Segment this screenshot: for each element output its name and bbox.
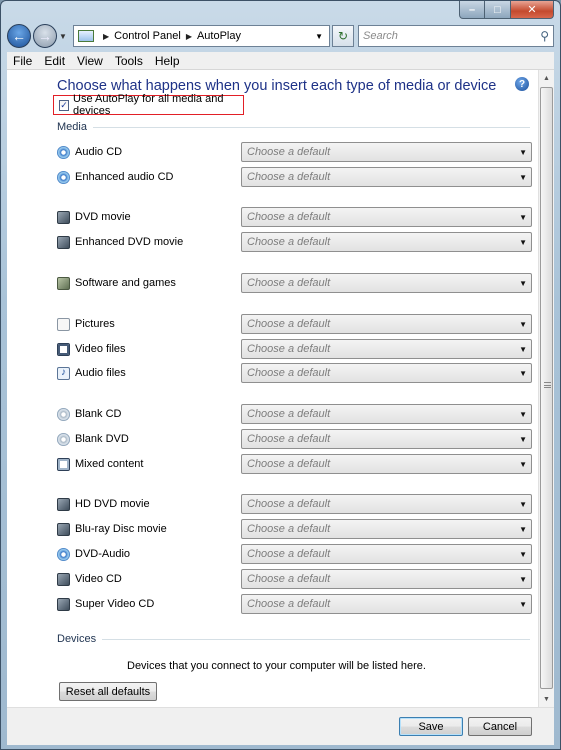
- dropdown-arrow-icon: ▼: [519, 599, 527, 609]
- select-value: Choose a default: [247, 343, 331, 355]
- media-row-software-games: [57, 273, 532, 293]
- media-label: Video CD: [75, 573, 122, 585]
- select-value: Choose a default: [247, 573, 331, 585]
- dropdown-arrow-icon: ▼: [519, 409, 527, 419]
- breadcrumb-autoplay[interactable]: AutoPlay: [196, 30, 241, 42]
- media-label: Video files: [75, 343, 126, 355]
- dvd-movie-icon: [57, 211, 70, 224]
- media-label: Super Video CD: [75, 598, 155, 610]
- audio-files-select[interactable]: [241, 363, 532, 383]
- media-label: Enhanced DVD movie: [75, 236, 184, 248]
- content-pane: [7, 70, 554, 707]
- dropdown-arrow-icon: ▼: [519, 549, 527, 559]
- dropdown-arrow-icon: ▼: [519, 574, 527, 584]
- video-files-select[interactable]: [241, 339, 532, 359]
- page-title: Choose what happens when you insert each type of media or device: [57, 78, 497, 94]
- breadcrumb-control-panel[interactable]: Control Panel: [114, 30, 181, 42]
- close-button[interactable]: ✕: [511, 1, 554, 19]
- dropdown-arrow-icon: ▼: [519, 147, 527, 157]
- blank-cd-icon: [57, 408, 70, 421]
- media-row-super-video-cd: [57, 594, 532, 614]
- media-label: Software and games: [75, 277, 176, 289]
- select-value: Choose a default: [247, 598, 331, 610]
- media-section-header: [57, 121, 530, 133]
- search-placeholder: Search: [363, 30, 398, 42]
- dropdown-arrow-icon: ▼: [519, 319, 527, 329]
- dropdown-arrow-icon: ▼: [519, 212, 527, 222]
- cancel-button[interactable]: Cancel: [468, 717, 532, 736]
- audio-cd-select[interactable]: [241, 142, 532, 162]
- audio-files-icon: ♪: [57, 367, 70, 380]
- video-cd-select[interactable]: [241, 569, 532, 589]
- devices-empty-message: Devices that you connect to your computer will be listed here.: [127, 660, 426, 672]
- super-video-cd-select[interactable]: [241, 594, 532, 614]
- breadcrumb-chevron-icon: ▶: [103, 31, 110, 41]
- dropdown-arrow-icon: ▼: [519, 278, 527, 288]
- back-arrow-icon: ←: [12, 28, 26, 44]
- media-row-blank-cd: [57, 404, 532, 424]
- scroll-up-icon[interactable]: ▲: [543, 74, 550, 82]
- forward-arrow-icon: →: [38, 28, 52, 44]
- select-value: Choose a default: [247, 277, 331, 289]
- enhanced-dvd-movie-select[interactable]: [241, 232, 532, 252]
- blank-dvd-icon: [57, 433, 70, 446]
- checkmark-icon[interactable]: ✓: [60, 99, 68, 110]
- media-row-blank-dvd: [57, 429, 532, 449]
- vertical-scrollbar[interactable]: [538, 70, 554, 707]
- hd-dvd-icon: [57, 498, 70, 511]
- select-value: Choose a default: [247, 548, 331, 560]
- address-row: [7, 23, 554, 49]
- media-row-enhanced-audio-cd: [57, 167, 532, 187]
- media-label: DVD-Audio: [75, 548, 131, 560]
- devices-section-header: [57, 633, 530, 645]
- dvd-movie-select[interactable]: [241, 207, 532, 227]
- address-bar[interactable]: [73, 25, 330, 47]
- mixed-content-icon: [57, 458, 70, 471]
- back-button[interactable]: [7, 24, 31, 48]
- video-files-icon: [57, 343, 70, 356]
- enhanced-audio-cd-select[interactable]: [241, 167, 532, 187]
- use-autoplay-label: Use AutoPlay for all media and devices: [73, 93, 224, 117]
- enhanced-dvd-movie-icon: [57, 236, 70, 249]
- dropdown-arrow-icon: ▼: [519, 172, 527, 182]
- minimize-button[interactable]: –: [459, 1, 485, 19]
- software-games-select[interactable]: [241, 273, 532, 293]
- media-label: Mixed content: [75, 458, 144, 470]
- scrollbar-grip-icon: [544, 382, 551, 388]
- menu-view[interactable]: View: [77, 53, 103, 68]
- reset-all-defaults-button[interactable]: Reset all defaults: [59, 682, 157, 701]
- video-cd-icon: [57, 573, 70, 586]
- media-row-audio-cd: [57, 142, 532, 162]
- menu-edit[interactable]: Edit: [44, 53, 66, 68]
- blank-cd-select[interactable]: [241, 404, 532, 424]
- pictures-select[interactable]: [241, 314, 532, 334]
- select-value: Choose a default: [247, 318, 331, 330]
- search-icon[interactable]: ⚲: [540, 29, 549, 43]
- media-label: Blank CD: [75, 408, 122, 420]
- scroll-down-icon[interactable]: ▼: [543, 695, 550, 703]
- search-input[interactable]: [358, 25, 554, 47]
- select-value: Choose a default: [247, 367, 331, 379]
- media-row-mixed-content: [57, 454, 532, 474]
- forward-button[interactable]: [33, 24, 57, 48]
- use-autoplay-checkbox[interactable]: [53, 95, 244, 115]
- media-row-video-files: [57, 339, 532, 359]
- media-label: Blu-ray Disc movie: [75, 523, 167, 535]
- menu-file[interactable]: File: [13, 53, 33, 68]
- dropdown-arrow-icon: ▼: [519, 434, 527, 444]
- select-value: Choose a default: [247, 458, 331, 470]
- caption-buttons: [459, 1, 554, 19]
- media-row-audio-files: [57, 363, 532, 383]
- save-button[interactable]: Save: [399, 717, 463, 736]
- super-video-cd-icon: [57, 598, 70, 611]
- audio-cd-icon: [57, 146, 70, 159]
- control-panel-icon: [78, 30, 94, 42]
- media-label: Pictures: [75, 318, 115, 330]
- breadcrumb-chevron-icon: ▶: [185, 31, 192, 41]
- enhanced-audio-cd-icon: [57, 171, 70, 184]
- blank-dvd-select[interactable]: [241, 429, 532, 449]
- hd-dvd-select[interactable]: [241, 494, 532, 514]
- media-row-hd-dvd: [57, 494, 532, 514]
- select-value: Choose a default: [247, 171, 331, 183]
- media-label: DVD movie: [75, 211, 131, 223]
- pictures-icon: [57, 318, 70, 331]
- recent-pages-dropdown[interactable]: ▼: [59, 31, 67, 41]
- select-value: Choose a default: [247, 408, 331, 420]
- media-section-label: Media: [57, 121, 87, 133]
- dvd-audio-select[interactable]: [241, 544, 532, 564]
- media-label: Blank DVD: [75, 433, 129, 445]
- media-label: Audio files: [75, 367, 126, 379]
- media-row-bluray: [57, 519, 532, 539]
- select-value: Choose a default: [247, 498, 331, 510]
- bluray-select[interactable]: [241, 519, 532, 539]
- dvd-audio-icon: [57, 548, 70, 561]
- dropdown-arrow-icon: ▼: [519, 499, 527, 509]
- menu-tools[interactable]: Tools: [114, 53, 143, 68]
- dropdown-arrow-icon: ▼: [519, 459, 527, 469]
- dialog-footer: [7, 707, 554, 745]
- media-row-enhanced-dvd-movie: [57, 232, 532, 252]
- dropdown-arrow-icon: ▼: [519, 524, 527, 534]
- media-row-dvd-movie: [57, 207, 532, 227]
- media-label: HD DVD movie: [75, 498, 150, 510]
- menu-bar: [7, 52, 554, 70]
- dropdown-arrow-icon: ▼: [519, 368, 527, 378]
- dropdown-arrow-icon: ▼: [519, 237, 527, 247]
- section-divider: [102, 639, 530, 640]
- address-dropdown-icon[interactable]: ▼: [315, 31, 323, 41]
- media-label: Enhanced audio CD: [75, 171, 174, 183]
- bluray-icon: [57, 523, 70, 536]
- devices-section-label: Devices: [57, 633, 97, 645]
- software-games-icon: [57, 277, 70, 290]
- select-value: Choose a default: [247, 146, 331, 158]
- help-icon[interactable]: ?: [515, 77, 529, 91]
- select-value: Choose a default: [247, 211, 331, 223]
- select-value: Choose a default: [247, 433, 331, 445]
- media-row-dvd-audio: [57, 544, 532, 564]
- media-row-video-cd: [57, 569, 532, 589]
- media-row-pictures: [57, 314, 532, 334]
- dropdown-arrow-icon: ▼: [519, 344, 527, 354]
- section-divider: [93, 127, 530, 128]
- menu-help[interactable]: Help: [154, 53, 180, 68]
- select-value: Choose a default: [247, 523, 331, 535]
- media-label: Audio CD: [75, 146, 123, 158]
- select-value: Choose a default: [247, 236, 331, 248]
- mixed-content-select[interactable]: [241, 454, 532, 474]
- maximize-button[interactable]: □: [485, 1, 511, 19]
- refresh-icon: ↻: [337, 29, 349, 43]
- refresh-button[interactable]: [332, 25, 354, 47]
- scrollbar-thumb[interactable]: [540, 87, 553, 689]
